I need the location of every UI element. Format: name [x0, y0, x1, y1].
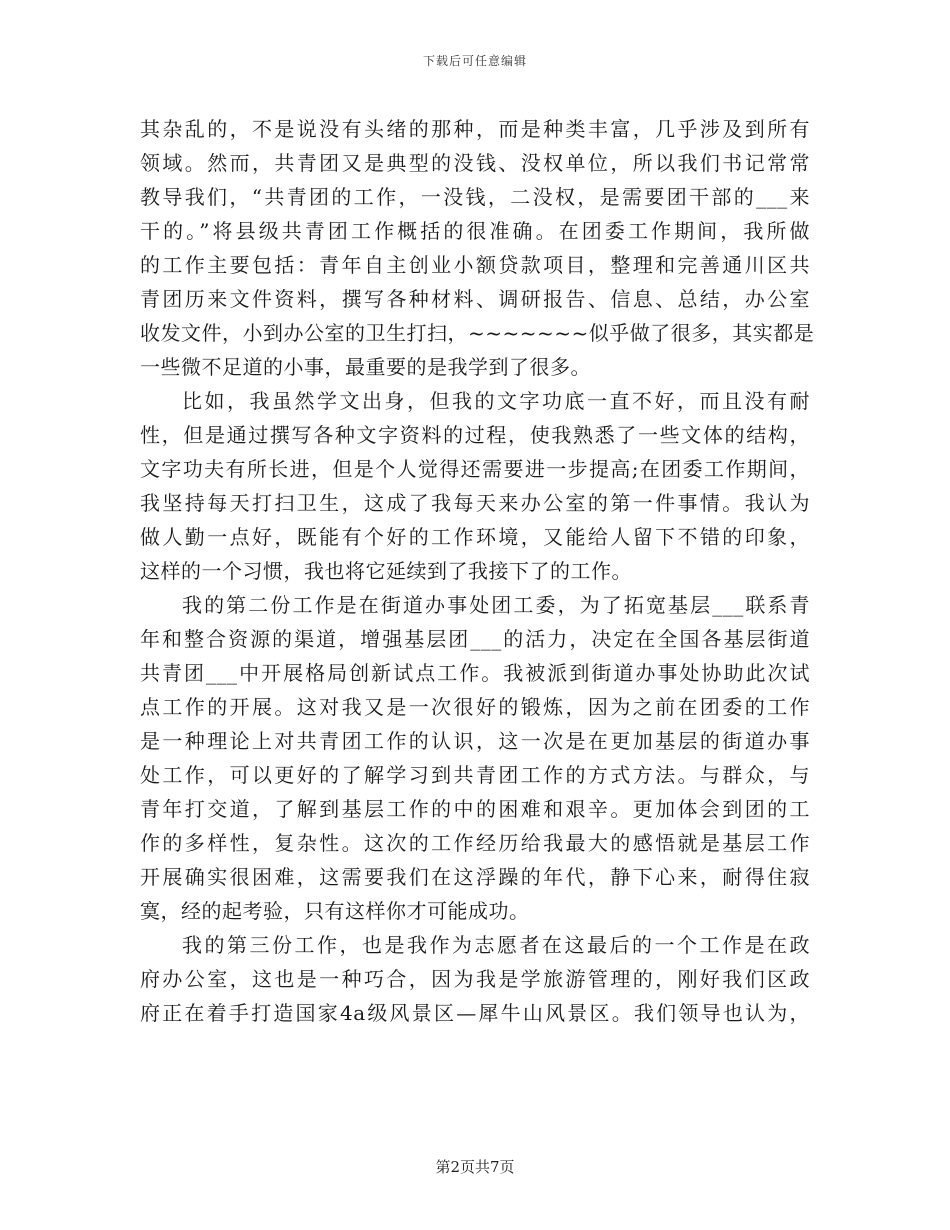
document-body — [140, 112, 815, 1030]
text-line: 是一种理论上对共青团工作的认识，这一次是在更加基层的街道办事 — [140, 729, 810, 753]
page-number-footer: 第2页共7页 — [435, 1158, 515, 1176]
text-line: 寞，经的起考验，只有这样你才可能成功。 — [140, 899, 530, 923]
text-line: 收发文件，小到办公室的卫生打扫，~~~~~~~似乎做了很多，其实都是 — [140, 321, 815, 345]
text-line: 共青团___中开展格局创新试点工作。我被派到街道办事处协助此次试 — [140, 661, 810, 685]
text-line: 点工作的开展。这对我又是一次很好的锻炼，因为之前在团委的工作 — [140, 695, 810, 719]
text-line: 的工作主要包括：青年自主创业小额贷款项目，整理和完善通川区共 — [140, 253, 810, 277]
text-line: 做人勤一点好，既能有个好的工作环境，又能给人留下不错的印象， — [140, 525, 810, 549]
text-line: 干的。”将县级共青团工作概括的很准确。在团委工作期间，我所做 — [140, 219, 810, 243]
paragraph — [140, 928, 810, 1030]
text-line: 文字功夫有所长进，但是个人觉得还需要进一步提高;在团委工作期间， — [140, 457, 810, 481]
text-line: 我坚持每天打扫卫生，这成了我每天来办公室的第一件事情。我认为 — [140, 491, 810, 515]
text-line: 我的第二份工作是在街道办事处团工委，为了拓宽基层___联系青 — [182, 593, 810, 617]
text-line: 府正在着手打造国家4a级风景区—犀牛山风景区。我们领导也认为， — [140, 1001, 810, 1025]
text-line: 领域。然而，共青团又是典型的没钱、没权单位，所以我们书记常常 — [140, 151, 810, 175]
text-line: 性，但是通过撰写各种文字资料的过程，使我熟悉了一些文体的结构， — [140, 423, 810, 447]
text-line: 这样的一个习惯，我也将它延续到了我接下了的工作。 — [140, 559, 632, 583]
text-line: 青年打交道，了解到基层工作的中的困难和艰辛。更加体会到团的工 — [140, 797, 810, 821]
paragraph — [140, 588, 810, 928]
text-line: 比如，我虽然学文出身，但我的文字功底一直不好，而且没有耐 — [182, 389, 810, 413]
text-line: 其杂乱的，不是说没有头绪的那种，而是种类丰富，几乎涉及到所有 — [140, 117, 810, 141]
text-line: 年和整合资源的渠道，增强基层团___的活力，决定在全国各基层街道 — [140, 627, 810, 651]
paragraph — [140, 384, 810, 588]
text-line: 府办公室，这也是一种巧合，因为我是学旅游管理的，刚好我们区政 — [140, 967, 810, 991]
text-line: 处工作，可以更好的了解学习到共青团工作的方式方法。与群众，与 — [140, 763, 810, 787]
text-line: 我的第三份工作，也是我作为志愿者在这最后的一个工作是在政 — [182, 933, 810, 957]
page-header: 下载后可任意编辑 — [422, 54, 527, 68]
paragraph — [140, 112, 815, 384]
text-line: 作的多样性，复杂性。这次的工作经历给我最大的感悟就是基层工作 — [140, 831, 810, 855]
text-line: 教导我们，“共青团的工作，一没钱，二没权，是需要团干部的___来 — [140, 185, 810, 209]
text-line: 开展确实很困难，这需要我们在这浮躁的年代，静下心来，耐得住寂 — [140, 865, 810, 889]
text-line: 青团历来文件资料，撰写各种材料、调研报告、信息、总结，办公室 — [140, 287, 810, 311]
text-line: 一些微不足道的小事，最重要的是我学到了很多。 — [140, 355, 591, 379]
